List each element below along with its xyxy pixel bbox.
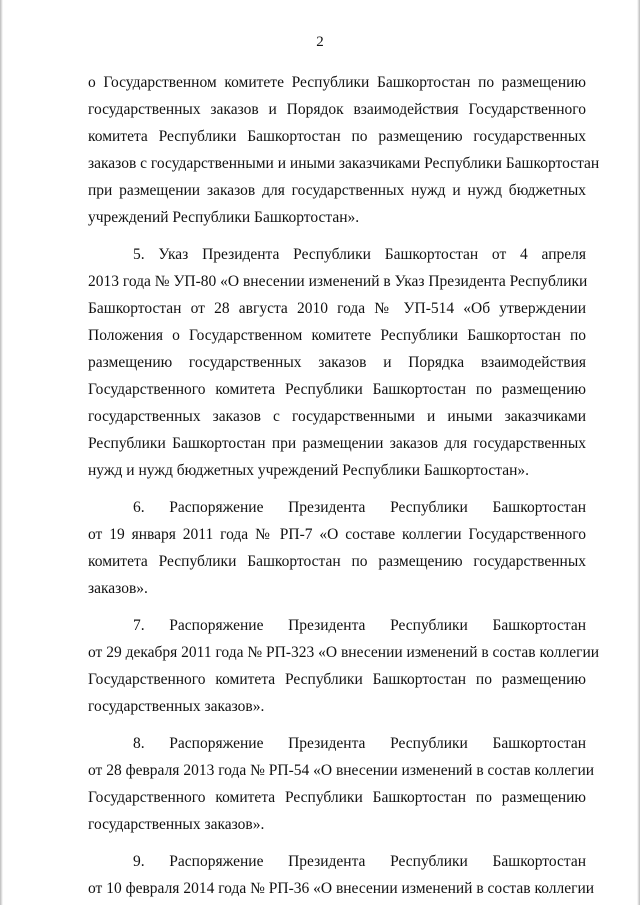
text-line: от 19 января 2011 года № РП-7 «О составе коллегии Государственного [88,526,586,543]
text-line: о Государственном комитете Республики Башкортостан по размещению [88,74,586,91]
text-line: Положения о Государственном комитете Республики Башкортостан по [88,327,586,344]
list-item-8 [88,730,595,838]
list-item-7 [88,612,600,720]
text-line: 5. Указ Президента Республики Башкортостан от 4 апреля [133,246,586,263]
document-body [88,69,600,902]
text-line: от 10 февраля 2014 года № РП-36 «О внесении изменений в состав коллегии [88,880,595,897]
text-line: 7. Распоряжение Президента Республики Башкортостан [133,617,586,634]
text-line: Государственного комитета Республики Башкортостан по размещению [88,671,586,688]
text-line: учреждений Республики Башкортостан». [88,209,360,226]
text-line: 8. Распоряжение Президента Республики Башкортостан [133,735,586,752]
text-line: государственных заказов и Порядок взаимодействия Государственного [88,101,586,118]
text-line: Башкортостан от 28 августа 2010 года № УП-514 «Об утверждении [88,300,586,317]
text-line: заказов». [88,580,148,597]
text-line: 2013 года № УП-80 «О внесении изменений в Указ Президента Республики [88,273,588,290]
list-item-5 [88,241,586,484]
text-line: 9. Распоряжение Президента Республики Башкортостан [133,853,586,870]
paragraph-continuation [88,69,600,231]
text-line: государственных заказов». [88,698,265,715]
list-item-6 [88,494,586,602]
text-line: размещению государственных заказов и Порядка взаимодействия [88,354,586,371]
text-line: государственных заказов». [88,816,265,833]
text-line: Государственного комитета Республики Башкортостан по размещению [88,789,586,806]
text-line: от 28 февраля 2013 года № РП-54 «О внесении изменений в состав коллегии [88,762,595,779]
text-line: от 29 декабря 2011 года № РП-323 «О внесении изменений в состав коллегии [88,644,600,661]
text-line: комитета Республики Башкортостан по размещению государственных [88,553,586,570]
text-line: Республики Башкортостан при размещении заказов для государственных [88,435,586,452]
text-line: при размещении заказов для государственных нужд и нужд бюджетных [88,182,586,199]
text-line: государственных заказов с государственными и иными заказчиками [88,408,586,425]
text-line: 6. Распоряжение Президента Республики Башкортостан [133,499,586,516]
list-item-9 [88,848,595,902]
text-line: комитета Республики Башкортостан по размещению государственных [88,128,586,145]
page-number: 2 [316,34,324,50]
page-left-edge [0,0,3,905]
text-line: нужд и нужд бюджетных учреждений Республики Башкортостан». [88,462,529,479]
text-line: Государственного комитета Республики Башкортостан по размещению [88,381,586,398]
text-line: заказов с государственными и иными заказчиками Республики Башкортостан [88,155,600,172]
